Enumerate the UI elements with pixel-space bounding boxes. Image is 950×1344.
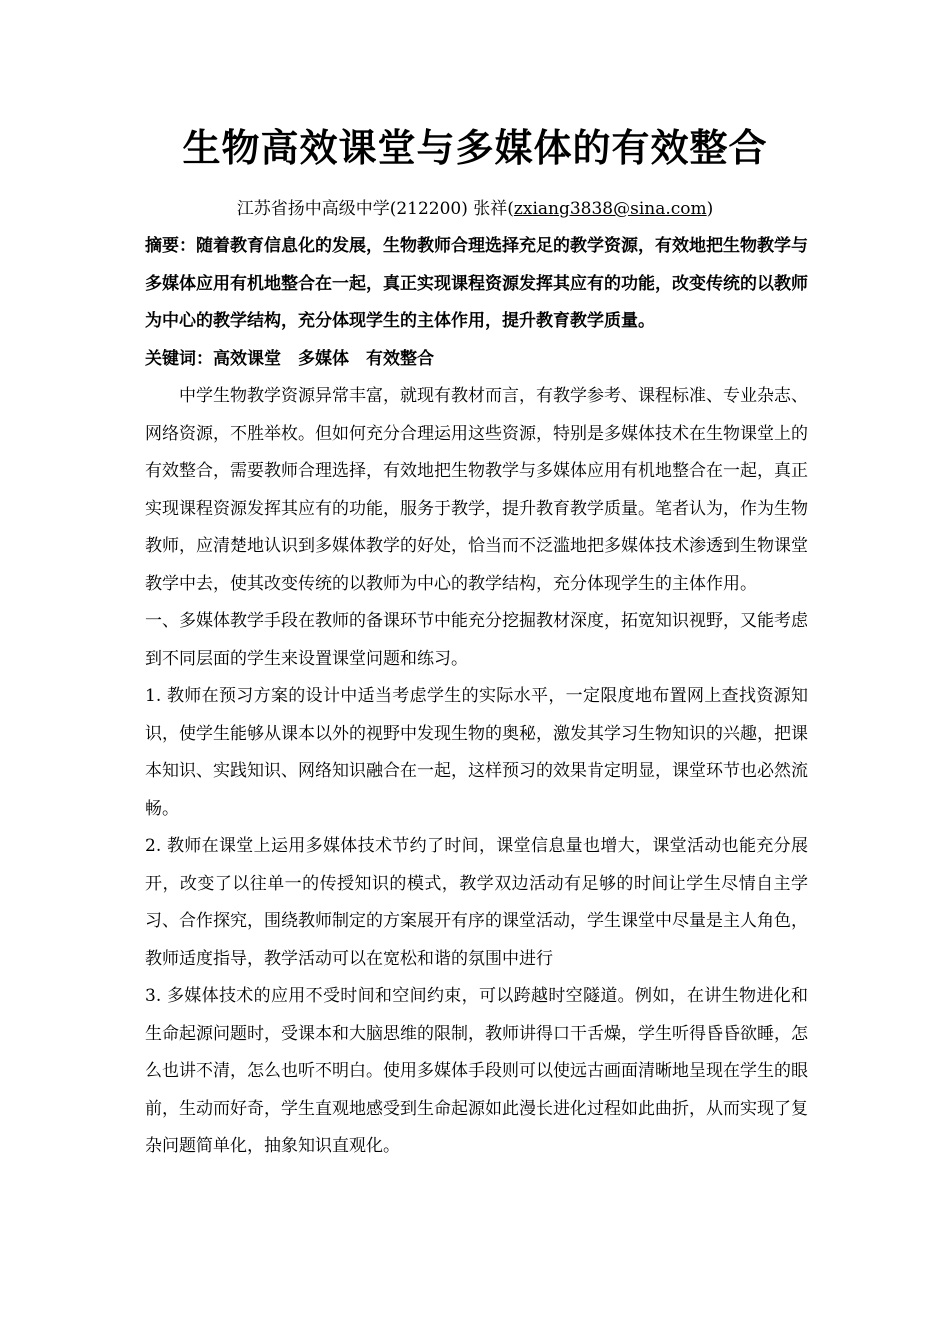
numbered-item-3: 3. 多媒体技术的应用不受时间和空间约束，可以跨越时空隧道。例如，在讲生物进化和生命起源问题时，受课本和大脑思维的限制，教师讲得口干舌燥，学生听得昏昏欲睡，怎么也讲不清，怎么也听不明白。使用多媒体手段则可以使远古画面清晰地呈现在学生的眼前，生动而好奇，学生直观地感受到生命起源如此漫长进化过程如此曲折，从而实现了复杂问题简单化，抽象知识直观化。 — [145, 986, 808, 1156]
numbered-item-1: 1. 教师在预习方案的设计中适当考虑学生的实际水平，一定限度地布置网上查找资源知识，使学生能够从课本以外的视野中发现生物的奥秘，激发其学习生物知识的兴趣，把课本知识、实践知识、网络知识融合在一起，这样预习的效果肯定明显，课堂环节也必然流畅。 — [145, 686, 808, 819]
document-body — [145, 228, 808, 1166]
keywords-paragraph: 关键词：高效课堂 多媒体 有效整合 — [145, 348, 434, 369]
abstract-paragraph: 摘要：随着教育信息化的发展，生物教师合理选择充足的教学资源，有效地把生物教学与多媒体应用有机地整合在一起，真正实现课程资源发挥其应有的功能，改变传统的以教师为中心的教学结构，充分体现学生的主体作用，提升教育教学质量。 — [145, 236, 808, 331]
numbered-item-2: 2. 教师在课堂上运用多媒体技术节约了时间，课堂信息量也增大，课堂活动也能充分展开，改变了以往单一的传授知识的模式，教学双边活动有足够的时间让学生尽情自主学习、合作探究，围绕教师制定的方案展开有序的课堂活动，学生课堂中尽量是主人角色，教师适度指导，教学活动可以在宽松和谐的氛围中进行 — [145, 836, 808, 969]
section-heading: 一、多媒体教学手段在教师的备课环节中能充分挖掘教材深度，拓宽知识视野，又能考虑到不同层面的学生来设置课堂问题和练习。 — [145, 611, 808, 669]
author-affiliation: 江苏省扬中高级中学(212200) 张祥( — [236, 199, 514, 219]
author-email-link[interactable]: zxiang3838@sina.com — [513, 199, 707, 219]
author-line — [0, 196, 950, 222]
document-title: 生物高效课堂与多媒体的有效整合 — [182, 126, 768, 170]
author-line-suffix: ) — [706, 199, 714, 219]
intro-paragraph: 中学生物教学资源异常丰富，就现有教材而言，有教学参考、课程标准、专业杂志、网络资源，不胜举枚。但如何充分合理运用这些资源，特别是多媒体技术在生物课堂上的有效整合，需要教师合理选择，有效地把生物教学与多媒体应用有机地整合在一起，真正实现课程资源发挥其应有的功能，服务于教学，提升教育教学质量。笔者认为，作为生物教师，应清楚地认识到多媒体教学的好处，恰当而不泛滥地把多媒体技术渗透到生物课堂教学中去，使其改变传统的以教师为中心的教学结构，充分体现学生的主体作用。 — [145, 386, 808, 594]
